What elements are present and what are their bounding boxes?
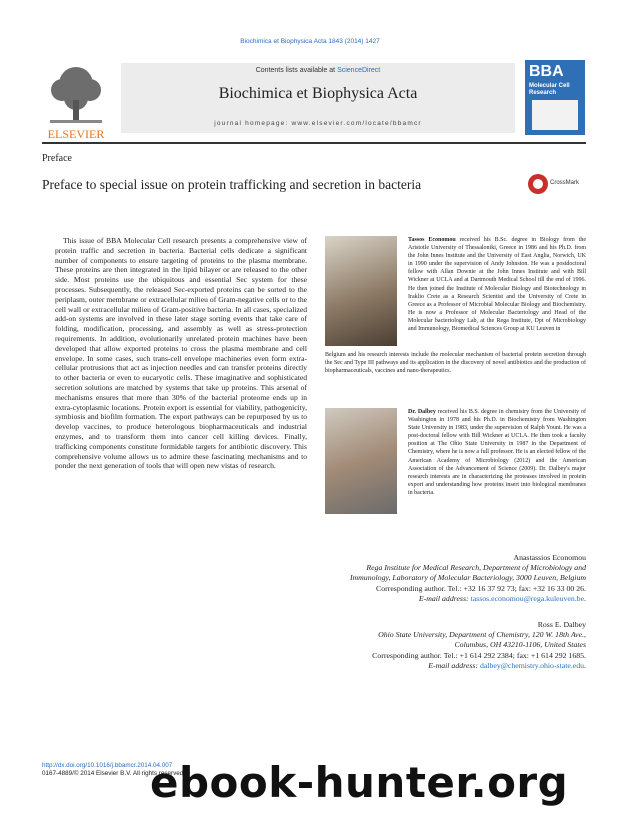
cover-logo: BBA [529,63,564,80]
journal-cover [525,60,585,135]
signature-contact: Corresponding author. Tel.: +1 614 292 2384; fax: +1 614 292 1685. [372,650,586,660]
author-photo-dalbey [325,408,397,514]
bio-text: received his B.S. degree in chemistry from the University of Washington in 1978 and his Ph.D. in Biochemistry from Washington State University in 1983, under the supervision of Ralph Yount. He was a post-doctoral fellow with Bill Wickner at UCLA. He then took a faculty position at The Ohio State University in 1987 in the Department of Chemistry, where he is now a full professor. He is an elected fellow of the American Academy of Microbiology (2012) and the American Association of the Advancement of Science (2009). Dr. Dalbey's major research interests are in characterizing the proteases involved in protein export and understanding how proteins insert into biological membranes in bacteria. [408,409,587,496]
crossmark-label: CrossMark [550,180,580,186]
signature-contact: Corresponding author. Tel.: +32 16 37 92 73; fax: +32 16 33 00 26. [376,583,586,593]
sciencedirect-link[interactable]: ScienceDirect [337,67,381,74]
article-body: This issue of BBA Molecular Cell research presents a comprehensive view of protein traffic and secretion in bacteria. Bacterial cells dedicate a significant number of components to ensure targeting of proteins to the plasma membrane. These proteins are then integrated in the lipid bilayer or are released to the other side. Most proteins use the ubiquitous and essential Sec system for these processes. Subsequently, the released Sec-exported proteins can be sorted to the periplasm, outer membrane or extracellular milieu of Gram-negative cells or to the cell wall or extracellular milieu of Gram-positive bacteria. In all cases, specialized add-on systems are involved in these later stage sorting events that take care of folding, modification, processing, and assembly as well as stress-protection requirements. In addition, evolutionarily unrelated protein machines have been developed that allow exported proteins to cross the plasma membrane and cell envelope. In some cases, such trans-cell envelope machineries even form extra-cellular protrusions that act as injection needles and can transfer proteins directly to other bacteria or even to eucaryotic cells. These imaginative and sophisticated secretion solutions are matched by systems that take up proteins. This arsenal of mechanisms ensures that more than 30% of the bacterial proteome ends up in extra-cytoplasmic locations. Protein export is essential for viability, pathogenicity, symbiosis and biofilm formation. The export pathways can be repurposed by us to develop vaccines, to produce heterologous biopharmaceuticals and industrial enzymes, and to transform them into cancer cell killing devices. Finally, trafficking components constitute formidable targets for antibiotic discovery. This comprehensive volume allows us to admire these fascinating mechanisms and to ponder the next generation of tools that will open new vistas of research. [55,236,307,471]
email-link[interactable]: tassos.economou@rega.kuleuven.be [470,593,585,603]
section-label: Preface [42,153,72,164]
bio-text: received his B.Sc. degree in Biology from the Aristotle University of Thessaloniki, Greece in 1986 and his Ph.D. from the John Innes Institute and the University of East Anglia, Norwich, UK in 1990 under the supervision of Andy Johnston. He was a postdoctoral fellow with Allan Downie at the John Innes Institute and with Bill Wickner at UCLA and at Dartmouth Medical School till the end of 1996. He then joined the Institute of Molecular Biology and Biotechnology in Iraklio Crete as a Research Scientist and the University of Crete in Greece as a Professor of Microbial Molecular Biology and Biochemistry. He is now a Professor of Molecular Bacteriology and Head of the Molecular bacteriology Lab, at the Rega Institute, Dpt of Microbiology and Immunology, Biomedical Sciences Group at KU Leuven in [408,237,586,333]
author-photo-economou [325,236,397,346]
crossmark-badge[interactable] [528,174,590,196]
article-title: Preface to special issue on protein trafficking and secretion in bacteria [42,177,422,192]
citation-link[interactable]: Biochimica et Biophysica Acta 1843 (2014) 1427 [240,38,380,45]
bio-dalbey [408,408,586,497]
journal-title: Biochimica et Biophysica Acta [218,85,418,102]
cover-image [532,100,578,130]
watermark: ebook-hunter.org [150,758,569,807]
contents-line [121,67,515,74]
signature-economou [266,553,586,604]
email-suffix: . [584,593,586,603]
signature-affiliation: Immunology, Laboratory of Molecular Bacteriology, 3000 Leuven, Belgium [349,573,586,583]
elsevier-logo [42,62,110,140]
journal-homepage[interactable]: journal homepage: www.elsevier.com/locate/bbamcr [214,120,422,127]
header-divider [42,142,586,144]
bio-economou-continued: Belgium and his research interests include the molecular mechanism of bacterial protein secretion through the Sec and Type III pathways and its application in the discovery of novel antibiotics and the production of biopharmaceuticals, vaccines and nano-therapeutics. [325,352,586,375]
signature-name: Anastassios Economou [513,553,586,562]
email-suffix: . [584,660,586,670]
contents-prefix: Contents lists available at [255,67,338,74]
signature-affiliation: Columbus, OH 43210-1106, United States [454,640,586,650]
email-label: E-mail address: [428,660,480,670]
journal-masthead [121,63,515,133]
bio-economou [408,236,586,333]
bio-name: Tassos Economou [408,237,456,243]
cover-subtitle: Molecular Cell Research [529,83,570,96]
email-label: E-mail address: [418,593,471,603]
copyright: 0167-4889/© 2014 Elsevier B.V. All rights reserved. [42,770,186,777]
signature-affiliation: Ohio State University, Department of Chemistry, 120 W. 18th Ave., [378,630,586,640]
doi-link[interactable]: http://dx.doi.org/10.1016/j.bbamcr.2014.04.007 [42,762,173,769]
email-link[interactable]: dalbey@chemistry.ohio-state.edu [479,660,585,670]
crossmark-icon-center [533,179,543,189]
publisher-logo-text: ELSEVIER [47,127,105,140]
journal-citation [0,38,620,45]
signature-affiliation: Rega Institute for Medical Research, Department of Microbiology and [366,563,586,573]
signature-name: Ross E. Dalbey [537,620,586,629]
signature-dalbey [266,620,586,671]
bio-name: Dr. Dalbey [408,409,436,415]
